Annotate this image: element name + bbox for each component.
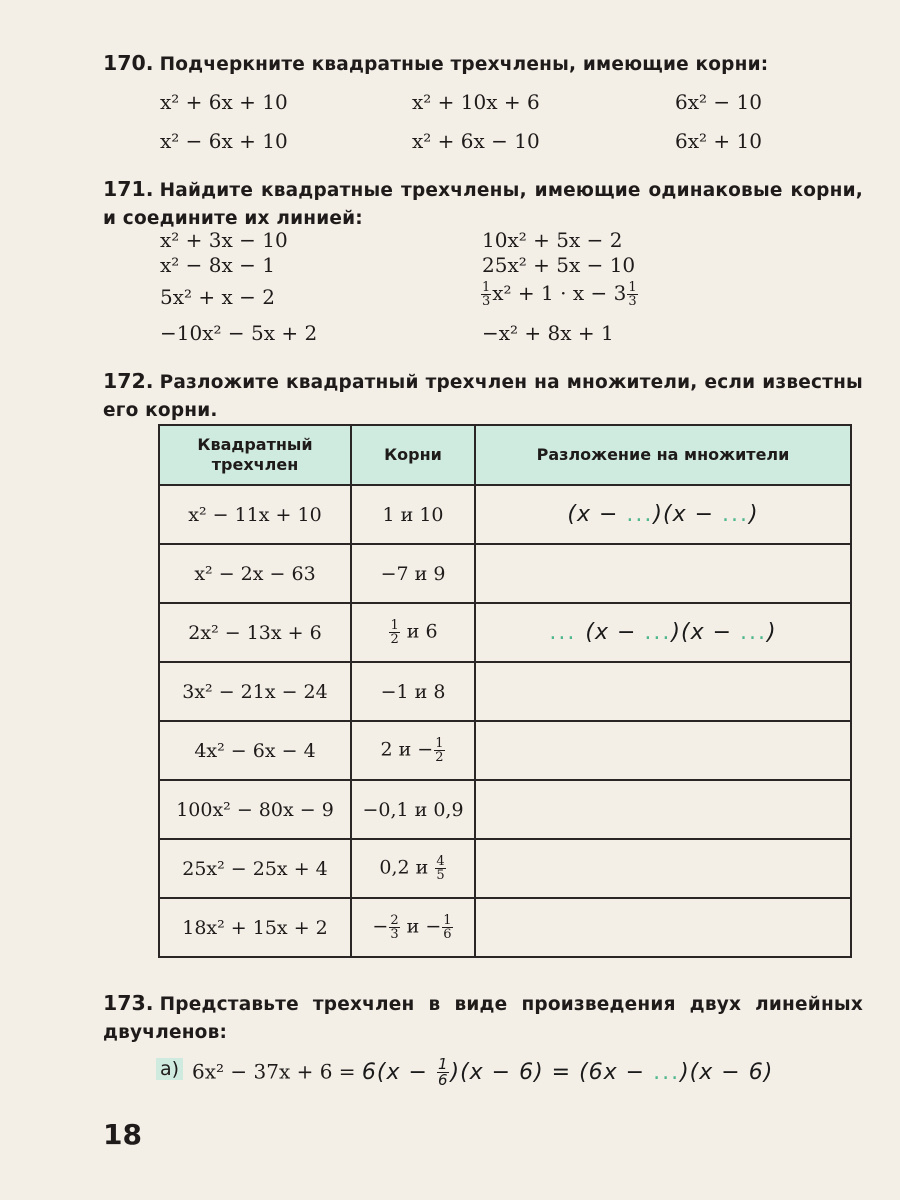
- expression[interactable]: x² − 6x + 10: [160, 129, 288, 153]
- polynomial-cell: 25x² − 25x + 4: [159, 839, 351, 898]
- roots-cell: −0,1 и 0,9: [351, 780, 475, 839]
- expression[interactable]: −x² + 8x + 1: [482, 321, 614, 345]
- polynomial-cell: x² − 11x + 10: [159, 485, 351, 544]
- polynomial-cell: 2x² − 13x + 6: [159, 603, 351, 662]
- expression[interactable]: 6x² − 10: [675, 90, 762, 114]
- expression[interactable]: −10x² − 5x + 2: [160, 321, 318, 345]
- fraction: $\frac{4}{5}$: [436, 854, 445, 883]
- expression[interactable]: x² + 10x + 6: [412, 90, 540, 114]
- table-row: [159, 603, 851, 662]
- factorization-cell[interactable]: [475, 721, 851, 780]
- task-172-heading: [103, 368, 863, 424]
- expression[interactable]: 5x² + x − 2: [160, 285, 275, 309]
- task-number: 172.: [103, 369, 154, 393]
- polynomial-cell: x² − 2x − 63: [159, 544, 351, 603]
- factorization-cell[interactable]: [475, 603, 851, 662]
- expression-text: x² + 1 · x − 3: [492, 281, 627, 305]
- fraction: $\frac{1}{2}$: [390, 618, 399, 647]
- task-number: 173.: [103, 991, 154, 1015]
- task-173-heading: [103, 990, 863, 1046]
- expression[interactable]: x² + 6x − 10: [412, 129, 540, 153]
- polynomial-cell: 18x² + 15x + 2: [159, 898, 351, 957]
- header-roots: Корни: [351, 425, 475, 485]
- factorization-cell[interactable]: [475, 839, 851, 898]
- handwritten-answer: ... (x − ...)(x − ...): [549, 620, 777, 645]
- table-row: [159, 662, 851, 721]
- task-text: Разложите квадратный трехчлен на множители, если известны его корни.: [103, 372, 863, 421]
- roots-cell: − $\frac{2}{3}$ и − $\frac{1}{6}$: [351, 898, 475, 957]
- task-171-heading: [103, 176, 863, 232]
- fraction: $\frac{2}{3}$: [390, 913, 399, 942]
- factorization-table: [158, 424, 852, 958]
- expression[interactable]: 10x² + 5x − 2: [482, 228, 623, 252]
- table-row: [159, 780, 851, 839]
- page-number: 18: [103, 1118, 142, 1151]
- roots-cell: −7 и 9: [351, 544, 475, 603]
- task-text: Найдите квадратные трехчлены, имеющие одинаковые корни, и соедините их линией:: [103, 180, 863, 229]
- roots-cell: 2 и − $\frac{1}{2}$: [351, 721, 475, 780]
- task-number: 170.: [103, 51, 154, 75]
- fraction: $\frac{1}{3}$: [628, 280, 637, 309]
- fraction: $\frac{1}{6}$: [443, 913, 452, 942]
- expression[interactable]: 6x² + 10: [675, 129, 762, 153]
- fraction: $\frac{1}{2}$: [435, 736, 444, 765]
- table-row: [159, 898, 851, 957]
- table-row: [159, 839, 851, 898]
- task-170-heading: [103, 50, 863, 78]
- factorization-cell[interactable]: [475, 780, 851, 839]
- roots-cell: 0,2 и $\frac{4}{5}$: [351, 839, 475, 898]
- expression[interactable]: 25x² + 5x − 10: [482, 253, 636, 277]
- expression[interactable]: x² + 6x + 10: [160, 90, 288, 114]
- handwritten-answer: (x − ...)(x − ...): [567, 502, 759, 527]
- expression-with-fractions[interactable]: [480, 281, 639, 308]
- factorization-cell[interactable]: [475, 485, 851, 544]
- subtask-a-expression[interactable]: [192, 1057, 773, 1088]
- fraction: $\frac{1}{6}$: [437, 1055, 449, 1089]
- fraction: $\frac{1}{3}$: [482, 280, 491, 309]
- task-text: Представьте трехчлен в виде произведения двух линейных двучленов:: [103, 994, 863, 1043]
- expression[interactable]: x² + 3x − 10: [160, 228, 288, 252]
- header-polynomial: Квадратный трехчлен: [159, 425, 351, 485]
- roots-cell: $\frac{1}{2}$ и 6: [351, 603, 475, 662]
- table-row: [159, 544, 851, 603]
- roots-cell: −1 и 8: [351, 662, 475, 721]
- subtask-label: а): [156, 1058, 183, 1080]
- header-factorization: Разложение на множители: [475, 425, 851, 485]
- expression[interactable]: x² − 8x − 1: [160, 253, 275, 277]
- polynomial-cell: 4x² − 6x − 4: [159, 721, 351, 780]
- expression-text: 6x² − 37x + 6 =: [192, 1059, 356, 1084]
- factorization-cell[interactable]: [475, 544, 851, 603]
- task-number: 171.: [103, 177, 154, 201]
- roots-cell: 1 и 10: [351, 485, 475, 544]
- table-row: [159, 485, 851, 544]
- polynomial-cell: 3x² − 21x − 24: [159, 662, 351, 721]
- polynomial-cell: 100x² − 80x − 9: [159, 780, 351, 839]
- table-row: [159, 721, 851, 780]
- factorization-cell[interactable]: [475, 898, 851, 957]
- factorization-cell[interactable]: [475, 662, 851, 721]
- handwritten-answer: 6(x − $\frac{1}{6}$ )(x − 6) = (6x − ...)(x − 6): [361, 1055, 774, 1089]
- table-header-row: [159, 425, 851, 485]
- task-text: Подчеркните квадратные трехчлены, имеющие корни:: [159, 54, 769, 75]
